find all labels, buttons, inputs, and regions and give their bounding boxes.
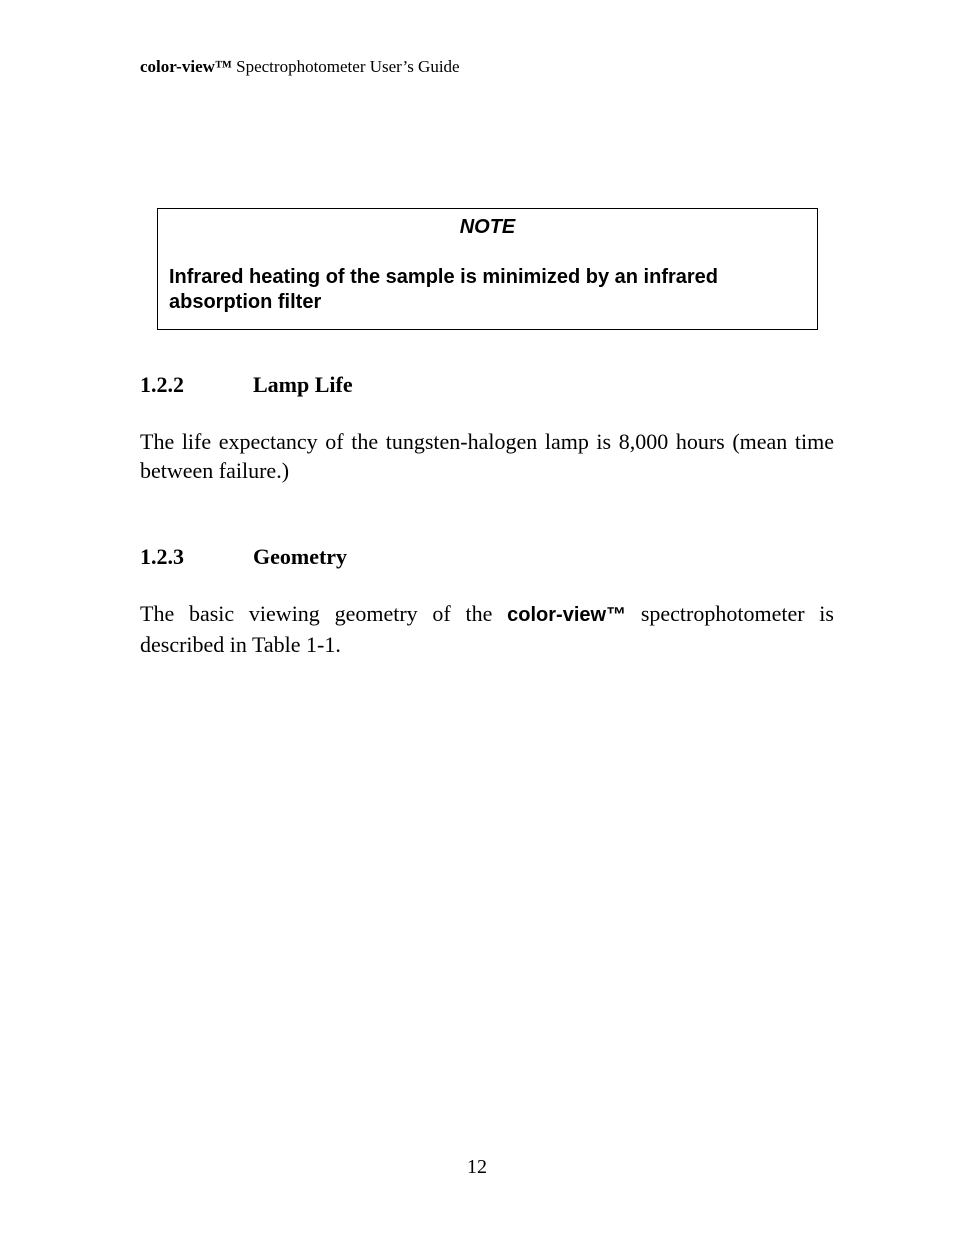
inline-brand: color-view™	[507, 604, 627, 626]
geometry-text-after: spectrophotometer is described in Table 1-1.	[140, 601, 834, 657]
section-title: Geometry	[253, 544, 348, 569]
section-number: 1.2.3	[140, 544, 184, 569]
note-text: Infrared heating of the sample is minimized by an infrared absorption filter	[169, 266, 719, 313]
page-number: 12	[467, 1156, 487, 1178]
section-heading-geometry	[140, 544, 347, 570]
header-brand: color-view™	[140, 57, 232, 76]
section-heading-lamp-life	[140, 372, 353, 398]
section-title: Lamp Life	[253, 372, 353, 397]
running-header	[140, 57, 460, 77]
header-title: Spectrophotometer User’s Guide	[236, 57, 460, 76]
note-box	[157, 208, 818, 330]
geometry-text-before: The basic viewing geometry of the	[140, 601, 493, 626]
lamp-life-paragraph: The life expectancy of the tungsten-halogen lamp is 8,000 hours (mean time between failure.)	[140, 429, 834, 483]
note-title: NOTE	[459, 216, 516, 238]
geometry-paragraph	[140, 599, 834, 659]
section-number: 1.2.2	[140, 372, 184, 397]
